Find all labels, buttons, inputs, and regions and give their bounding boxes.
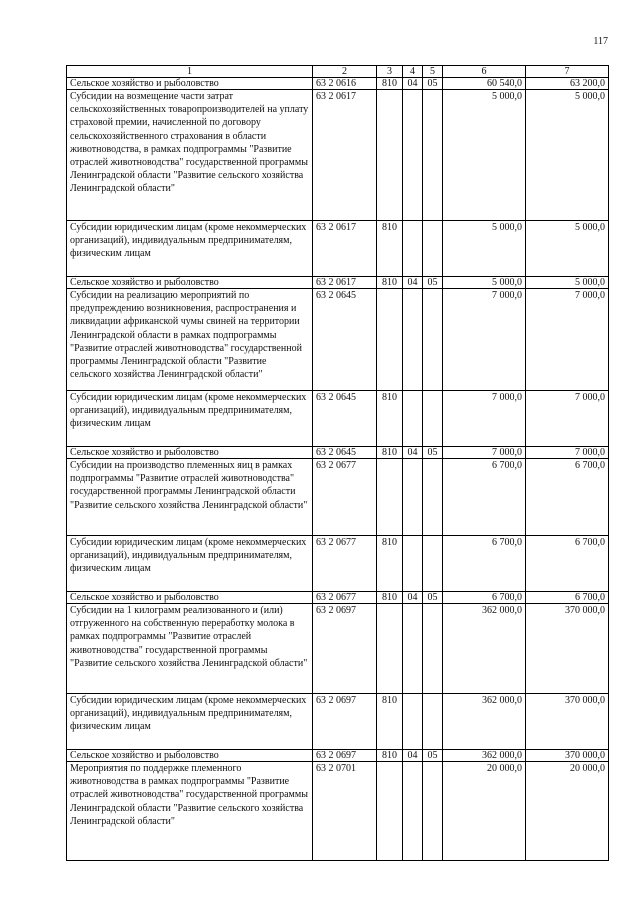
amount-year1-cell: 6 700,0 [443,459,526,536]
target-article-cell: 63 2 0677 [313,592,377,604]
expense-type-cell [377,289,403,391]
amount-year1-cell: 362 000,0 [443,604,526,694]
amount-year1-cell: 20 000,0 [443,762,526,861]
section-cell [403,459,423,536]
amount-year1-cell: 362 000,0 [443,694,526,750]
section-cell [403,90,423,221]
column-number-1: 1 [67,66,313,78]
amount-year2-cell: 20 000,0 [526,762,609,861]
row-name-cell: Субсидии юридическим лицам (кроме некоммерческих организаций), индивидуальным предпринимателям, физическим лицам [67,221,313,277]
program-row [67,289,609,391]
row-name-cell: Сельское хозяйство и рыболовство [67,592,313,604]
target-article-cell: 63 2 0677 [313,536,377,592]
amount-year1-cell: 362 000,0 [443,750,526,762]
section-cell [403,536,423,592]
amount-year2-cell: 5 000,0 [526,221,609,277]
row-name-cell: Сельское хозяйство и рыболовство [67,447,313,459]
program-row [67,459,609,536]
target-article-cell: 63 2 0617 [313,90,377,221]
row-name-cell: Сельское хозяйство и рыболовство [67,750,313,762]
expense-type-cell: 810 [377,694,403,750]
amount-year1-cell: 5 000,0 [443,221,526,277]
section-cell [403,221,423,277]
section-cell [403,289,423,391]
sector-row [67,277,609,289]
program-row [67,604,609,694]
target-article-cell: 63 2 0617 [313,221,377,277]
amount-year2-cell: 63 200,0 [526,78,609,90]
amount-year2-cell: 7 000,0 [526,391,609,447]
row-name-cell: Мероприятия по поддержке племенного животноводства в рамках подпрограммы "Развитие отраслей животноводства" государственной программы Ленинградской области "Развитие сельского хозяйства Ленинградской области" [67,762,313,861]
row-name-cell: Сельское хозяйство и рыболовство [67,78,313,90]
target-article-cell: 63 2 0645 [313,391,377,447]
target-article-cell: 63 2 0697 [313,694,377,750]
target-article-cell: 63 2 0645 [313,289,377,391]
section-cell [403,694,423,750]
amount-year2-cell: 370 000,0 [526,694,609,750]
subsection-cell [423,762,443,861]
section-cell: 04 [403,750,423,762]
expense-type-cell: 810 [377,592,403,604]
subsection-cell [423,604,443,694]
section-cell: 04 [403,78,423,90]
subsection-cell: 05 [423,447,443,459]
column-number-3: 3 [377,66,403,78]
amount-year2-cell: 7 000,0 [526,289,609,391]
subsection-cell [423,221,443,277]
budget-table [66,65,609,861]
section-cell: 04 [403,277,423,289]
column-number-7: 7 [526,66,609,78]
amount-year1-cell: 6 700,0 [443,536,526,592]
sector-row [67,78,609,90]
subsection-cell: 05 [423,750,443,762]
expense-type-cell: 810 [377,536,403,592]
amount-year2-cell: 6 700,0 [526,459,609,536]
target-article-cell: 63 2 0677 [313,459,377,536]
row-name-cell: Субсидии юридическим лицам (кроме некоммерческих организаций), индивидуальным предпринимателям, физическим лицам [67,391,313,447]
expense-type-cell [377,604,403,694]
program-row [67,762,609,861]
sector-row [67,750,609,762]
row-name-cell: Субсидии на возмещение части затрат сельскохозяйственных товаропроизводителей на уплату страховой премии, начисленной по договору сельскохозяйственного страхования в области животноводства, в рамках подпрограммы "Развитие отраслей животноводства" государственной программы Ленинградской области "Развитие сельского хозяйства Ленинградской области" [67,90,313,221]
row-name-cell: Сельское хозяйство и рыболовство [67,277,313,289]
amount-year2-cell: 5 000,0 [526,277,609,289]
target-article-cell: 63 2 0617 [313,277,377,289]
section-cell: 04 [403,447,423,459]
column-number-4: 4 [403,66,423,78]
amount-year2-cell: 6 700,0 [526,592,609,604]
target-article-cell: 63 2 0616 [313,78,377,90]
amount-year1-cell: 5 000,0 [443,90,526,221]
expense-type-cell [377,459,403,536]
amount-year1-cell: 5 000,0 [443,277,526,289]
subsection-cell [423,289,443,391]
expense-type-cell: 810 [377,221,403,277]
column-number-2: 2 [313,66,377,78]
sector-row [67,592,609,604]
column-number-5: 5 [423,66,443,78]
section-cell [403,391,423,447]
row-name-cell: Субсидии на производство племенных яиц в рамках подпрограммы "Развитие отраслей животноводства" государственной программы Ленинградской области "Развитие сельского хозяйства Ленинградской области" [67,459,313,536]
column-number-row [67,66,609,78]
row-name-cell: Субсидии юридическим лицам (кроме некоммерческих организаций), индивидуальным предпринимателям, физическим лицам [67,536,313,592]
amount-year2-cell: 370 000,0 [526,604,609,694]
page-number: 117 [593,36,608,47]
amount-year2-cell: 7 000,0 [526,447,609,459]
target-article-cell: 63 2 0697 [313,604,377,694]
subsection-cell [423,536,443,592]
column-number-6: 6 [443,66,526,78]
section-cell: 04 [403,592,423,604]
amount-year2-cell: 370 000,0 [526,750,609,762]
row-name-cell: Субсидии юридическим лицам (кроме некоммерческих организаций), индивидуальным предпринимателям, физическим лицам [67,694,313,750]
subsection-cell: 05 [423,592,443,604]
amount-year1-cell: 60 540,0 [443,78,526,90]
target-article-cell: 63 2 0645 [313,447,377,459]
expense-type-cell: 810 [377,277,403,289]
subsection-cell: 05 [423,78,443,90]
amount-year2-cell: 6 700,0 [526,536,609,592]
subsection-cell [423,90,443,221]
target-article-cell: 63 2 0701 [313,762,377,861]
program-row [67,90,609,221]
row-name-cell: Субсидии на реализацию мероприятий по предупреждению возникновения, распространения и ликвидации африканской чумы свиней на территории Ленинградской области в рамках подпрограммы "Развитие отраслей животноводства" государственной программы Ленинградской области "Развитие сельского хозяйства Ленинградской области" [67,289,313,391]
row-name-cell: Субсидии на 1 килограмм реализованного и (или) отгруженного на собственную переработку молока в рамках подпрограммы "Развитие отраслей животноводства" государственной программы "Развитие сельского хозяйства Ленинградской области" [67,604,313,694]
recipient-row [67,536,609,592]
expense-type-cell: 810 [377,447,403,459]
sector-row [67,447,609,459]
amount-year1-cell: 7 000,0 [443,447,526,459]
section-cell [403,762,423,861]
subsection-cell: 05 [423,277,443,289]
expense-type-cell [377,762,403,861]
subsection-cell [423,391,443,447]
amount-year1-cell: 6 700,0 [443,592,526,604]
expense-type-cell [377,90,403,221]
expense-type-cell: 810 [377,750,403,762]
expense-type-cell: 810 [377,78,403,90]
target-article-cell: 63 2 0697 [313,750,377,762]
amount-year1-cell: 7 000,0 [443,289,526,391]
amount-year1-cell: 7 000,0 [443,391,526,447]
amount-year2-cell: 5 000,0 [526,90,609,221]
recipient-row [67,391,609,447]
expense-type-cell: 810 [377,391,403,447]
recipient-row [67,221,609,277]
subsection-cell [423,694,443,750]
recipient-row [67,694,609,750]
section-cell [403,604,423,694]
subsection-cell [423,459,443,536]
